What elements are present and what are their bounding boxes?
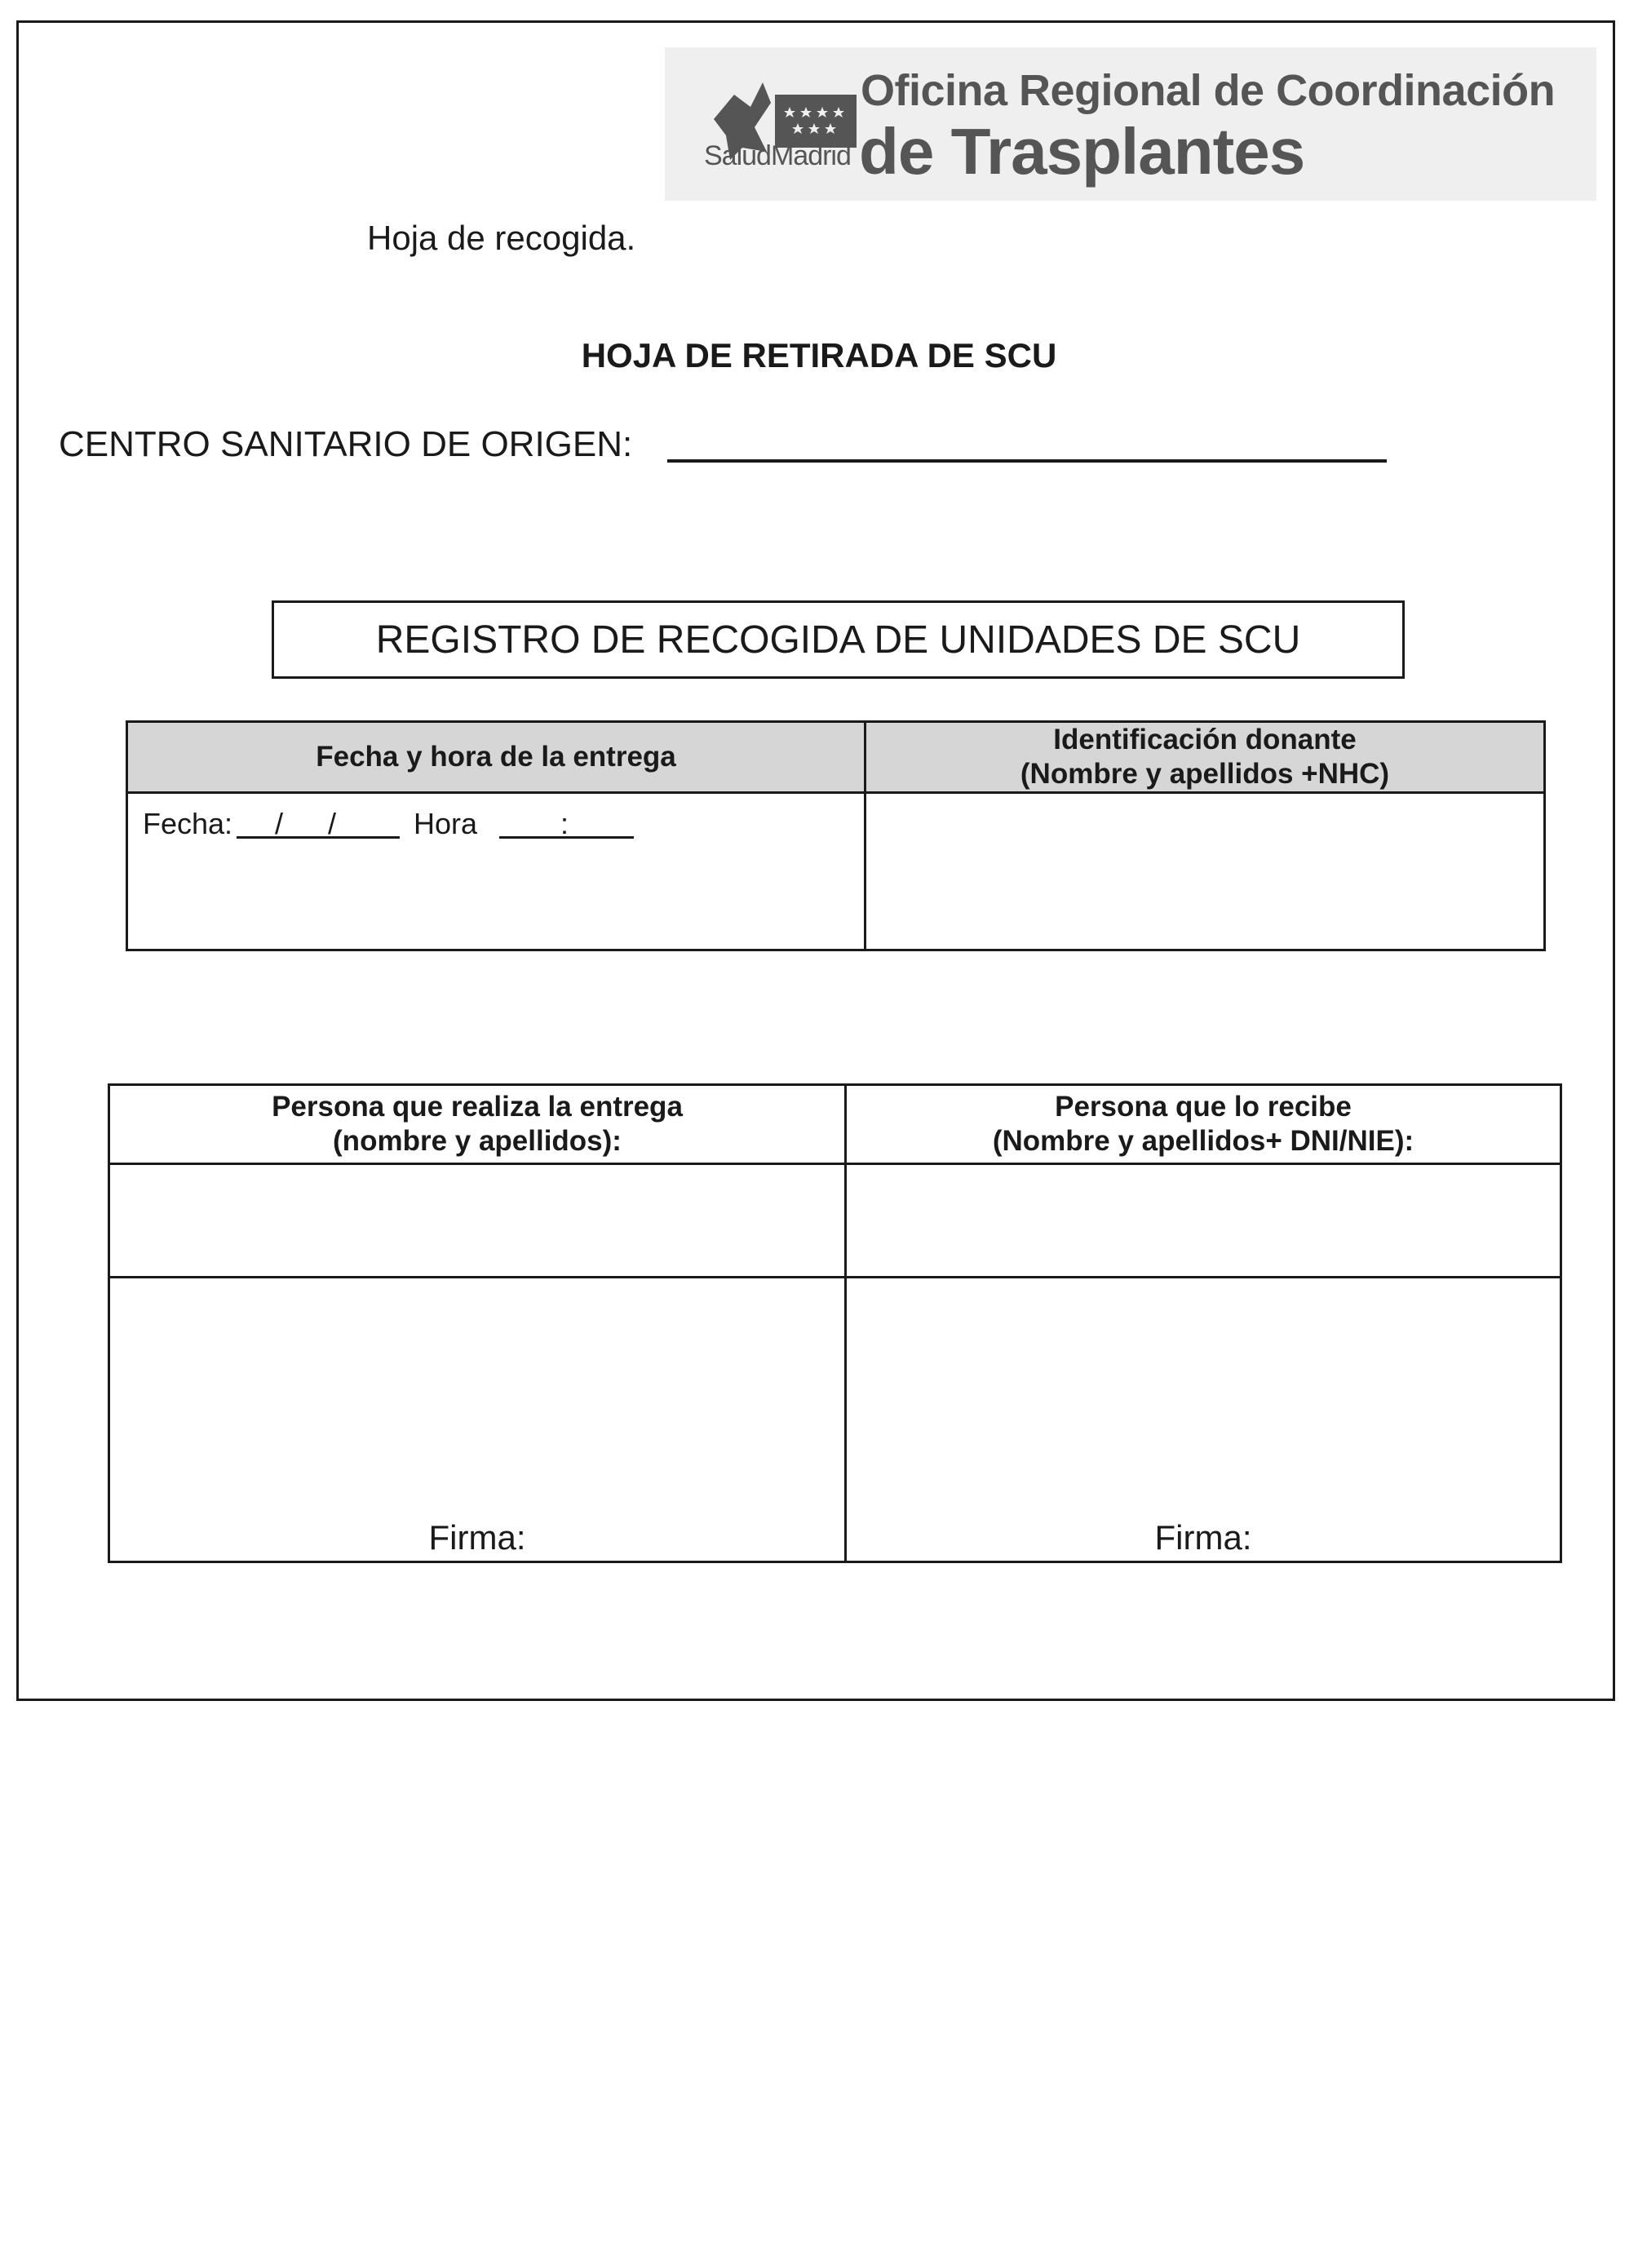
logo-title-line1: Oficina Regional de Coordinación [861,66,1556,115]
registro-title-box: REGISTRO DE RECOGIDA DE UNIDADES DE SCU [272,600,1405,679]
fecha-hora-cell[interactable] [127,793,865,950]
logo-banner [665,47,1596,201]
form-title: HOJA DE RETIRADA DE SCU [581,336,1057,374]
persona-recibe-header-line2: (Nombre y apellidos+ DNI/NIE): [992,1125,1414,1157]
hora-label: Hora [414,807,478,840]
centro-origen-label: CENTRO SANITARIO DE ORIGEN: [59,424,633,464]
firma-recibe-label: Firma: [1154,1518,1252,1557]
identificacion-header-line1: Identificación donante [1053,724,1357,755]
identificacion-donante-cell[interactable] [865,793,1545,950]
persona-entrega-header-line1: Persona que realiza la entrega [272,1091,683,1123]
persona-recibe-header [846,1085,1561,1164]
identificacion-donante-header [865,722,1545,793]
fecha-hora-row [128,794,864,853]
time-separator: : [560,807,569,840]
centro-origen-field[interactable] [667,459,1387,463]
fecha-hora-header-text: Fecha y hora de la entrega [316,741,676,773]
date-separator-2: / [328,807,337,840]
persona-entrega-header [109,1085,846,1164]
firma-entrega-label: Firma: [428,1518,526,1557]
logo-title-line2: de Trasplantes [859,115,1305,188]
fecha-hora-header [127,722,865,793]
firma-entrega-cell[interactable] [109,1278,846,1562]
fecha-input[interactable] [237,836,400,839]
entrega-table [126,720,1546,951]
firma-recibe-cell[interactable] [846,1278,1561,1562]
logo-brand-text: SaludMadrid [704,140,851,171]
persona-recibe-header-line1: Persona que lo recibe [1055,1091,1352,1123]
form-subtitle: Hoja de recogida. [367,219,636,257]
identificacion-header-line2: (Nombre y apellidos +NHC) [1020,758,1390,790]
persona-recibe-name-cell[interactable] [846,1164,1561,1278]
persona-entrega-name-cell[interactable] [109,1164,846,1278]
personas-table [108,1083,1562,1563]
persona-entrega-header-line2: (nombre y apellidos): [333,1125,622,1157]
date-separator-1: / [275,807,284,840]
fecha-label: Fecha: [143,807,233,840]
